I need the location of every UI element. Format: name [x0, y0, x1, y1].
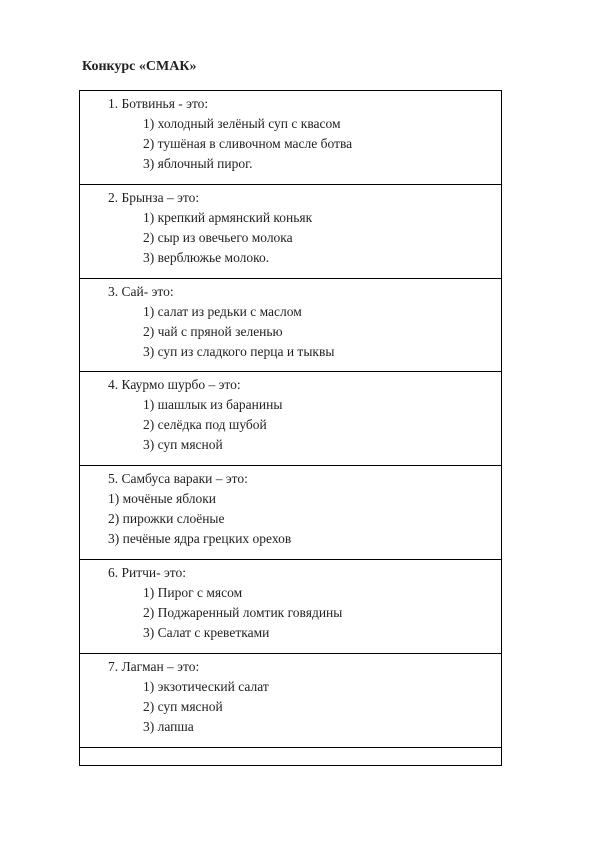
- option-3: 3) лапша: [143, 718, 194, 734]
- option-3: 3) печёные ядра грецких орехов: [108, 531, 292, 547]
- option-2: 2) пирожки слоёные: [108, 511, 225, 527]
- option-1: 1) крепкий армянский коньяк: [143, 209, 313, 225]
- option-2: 2) селёдка под шубой: [143, 417, 267, 433]
- question-block-7: [80, 654, 501, 748]
- option-3: 3) яблочный пирог.: [143, 156, 253, 171]
- option-2: 2) чай с пряной зеленью: [143, 323, 283, 339]
- question-text: 7. Лагман – это:: [108, 658, 200, 674]
- question-block-1: [80, 91, 501, 185]
- option-1: 1) шашлык из баранины: [143, 397, 283, 413]
- question-text: 5. Самбуса вараки – это:: [108, 471, 248, 487]
- option-3: 3) суп мясной: [143, 437, 223, 453]
- question-block-5: [80, 466, 501, 560]
- option-2: 2) тушёная в сливочном масле ботва: [143, 136, 353, 151]
- question-text: 3. Сай- это:: [108, 283, 174, 299]
- option-1: 1) салат из редьки с маслом: [143, 303, 302, 319]
- page-title: Конкурс «СМАК»: [82, 59, 197, 74]
- option-1: 1) холодный зелёный суп с квасом: [143, 116, 341, 131]
- option-2: 2) Поджаренный ломтик говядины: [143, 604, 343, 620]
- question-block-6: [80, 560, 501, 654]
- empty-row: [80, 748, 501, 765]
- question-text: 4. Каурмо шурбо – это:: [108, 377, 241, 393]
- option-1: 1) Пирог с мясом: [143, 584, 243, 600]
- option-2: 2) суп мясной: [143, 698, 223, 714]
- option-3: 3) Салат с креветками: [143, 624, 270, 640]
- question-text: 2. Брынза – это:: [108, 189, 200, 205]
- option-3: 3) суп из сладкого перца и тыквы: [143, 343, 335, 359]
- option-3: 3) верблюжье молоко.: [143, 249, 270, 265]
- option-1: 1) экзотический салат: [143, 678, 269, 694]
- question-text: 6. Ритчи- это:: [108, 564, 187, 580]
- question-text: 1. Ботвинья - это:: [108, 96, 209, 111]
- question-block-2: [80, 185, 501, 279]
- option-1: 1) мочёные яблоки: [108, 491, 217, 507]
- question-block-3: [80, 279, 501, 373]
- option-2: 2) сыр из овечьего молока: [143, 229, 293, 245]
- question-block-4: [80, 372, 501, 466]
- quiz-table: [79, 90, 502, 766]
